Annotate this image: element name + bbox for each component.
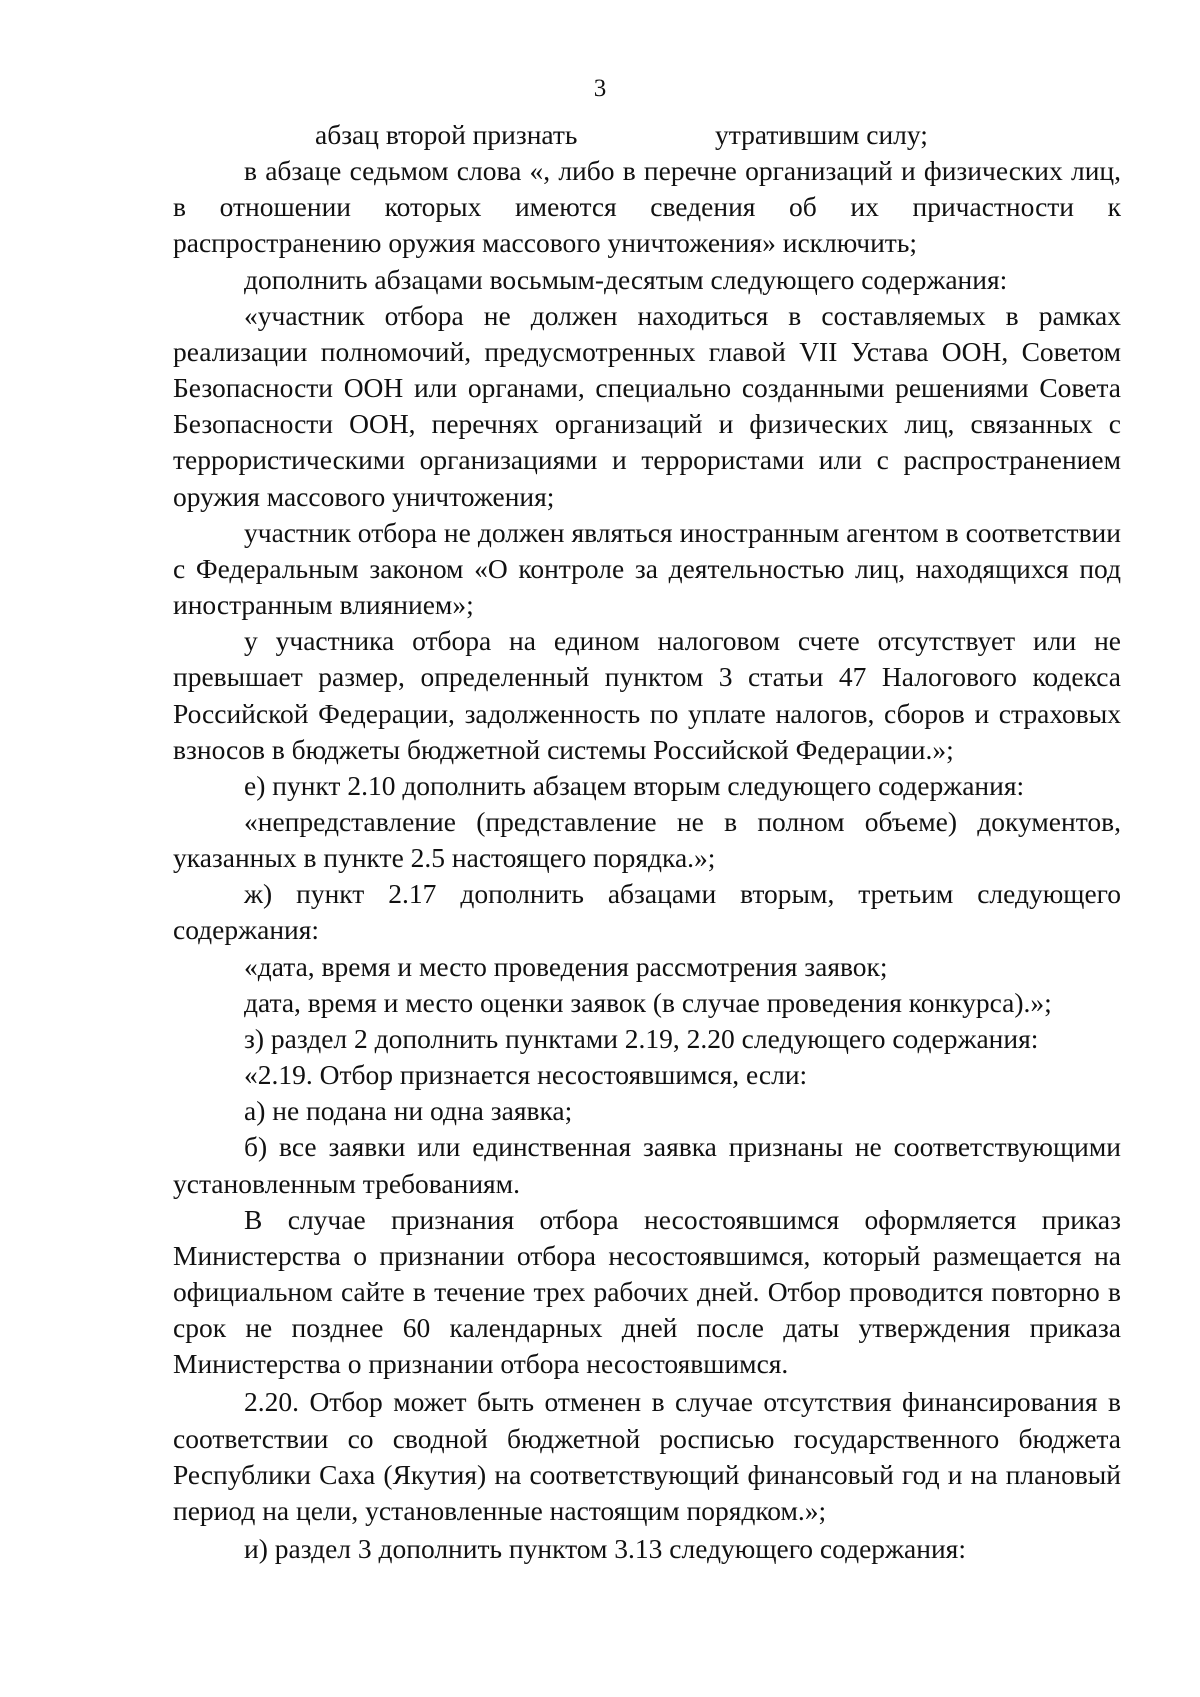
paragraph: у участника отбора на едином налоговом счете отсутствует или не превышает размер, определенный пунктом 3 статьи 47 Налогового кодекса Российской Федерации, задолженность по уплате налогов, сборов и страховых взносов в бюджеты бюджетной системы Российской Федерации.»; — [173, 625, 1121, 765]
paragraph: участник отбора не должен являться иностранным агентом в соответствии с Федеральным законом «О контроле за деятельностью лиц, находящихся под иностранным влиянием»; — [173, 516, 1121, 621]
paragraph: «дата, время и место проведения рассмотрения заявок; — [244, 950, 888, 982]
paragraph: «2.19. Отбор признается несостоявшимся, если: — [244, 1059, 808, 1091]
paragraph — [173, 117, 1121, 153]
document-body — [173, 117, 1121, 1567]
paragraph: «непредставление (представление не в полном объеме) документов, указанных в пункте 2.5 настоящего порядка.»; — [173, 805, 1121, 874]
paragraph: дата, время и место оценки заявок (в случае проведения конкурса).»; — [244, 986, 1052, 1018]
paragraph: е) пункт 2.10 дополнить абзацем вторым следующего содержания: — [244, 769, 1025, 801]
paragraph: 2.20. Отбор может быть отменен в случае отсутствия финансирования в соответствии со сводной бюджетной росписью государственного бюджета Республики Саха (Якутия) на соответствующий финансовый год и на плановый период на цели, установленные настоящим порядком.»; — [173, 1386, 1121, 1526]
paragraph-left-part: абзац второй признать — [315, 119, 578, 150]
paragraph-right-part: утратившим силу; — [715, 119, 928, 150]
paragraph: з) раздел 2 дополнить пунктами 2.19, 2.20 следующего содержания: — [244, 1022, 1039, 1054]
paragraph: «участник отбора не должен находиться в составляемых в рамках реализации полномочий, предусмотренных главой VII Устава ООН, Советом Безопасности ООН или органами, специально созданными решениями Совета Безопасности ООН, перечнях организаций и физических лиц, связанных с террористическими организациями и террористами или с распространением оружия массового уничтожения; — [173, 299, 1121, 512]
paragraph: в абзаце седьмом слова «, либо в перечне организаций и физических лиц, в отношении которых имеются сведения об их причастности к распространению оружия массового уничтожения» исключить; — [173, 155, 1121, 259]
paragraph: а) не подана ни одна заявка; — [244, 1095, 573, 1127]
paragraph: ж) пункт 2.17 дополнить абзацами вторым, третьим следующего содержания: — [173, 878, 1121, 946]
paragraph: б) все заявки или единственная заявка признаны не соответствующими установленным требованиям. — [173, 1131, 1121, 1199]
paragraph: В случае признания отбора несостоявшимся оформляется приказ Министерства о признании отбора несостоявшимся, который размещается на официальном сайте в течение трех рабочих дней. Отбор проводится повторно в срок не позднее 60 календарных дней после даты утверждения приказа Министерства о признании отбора несостоявшимся. — [173, 1203, 1121, 1380]
paragraph: и) раздел 3 дополнить пунктом 3.13 следующего содержания: — [244, 1533, 966, 1565]
paragraph: дополнить абзацами восьмым-десятым следующего содержания: — [244, 263, 1008, 295]
page-number: 3 — [593, 75, 607, 102]
